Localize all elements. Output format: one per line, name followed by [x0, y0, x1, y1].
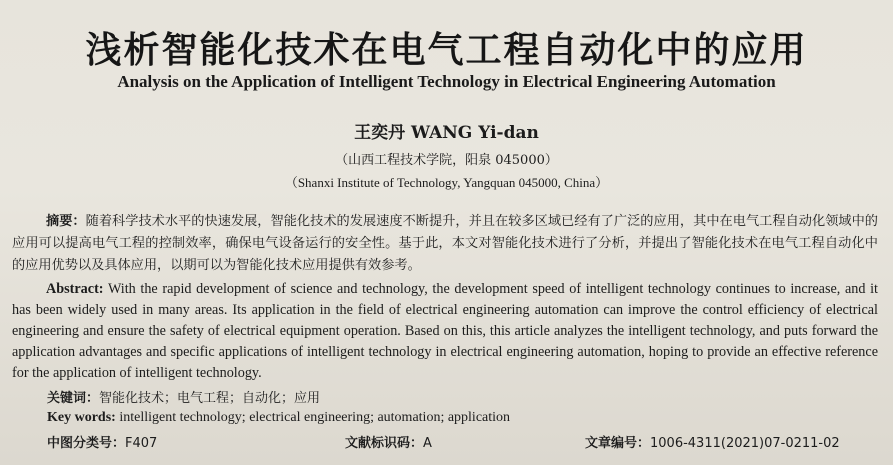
author-name: 王奕丹 WANG Yi-dan	[354, 123, 539, 143]
keywords-chinese-label: 关键词：	[47, 391, 100, 406]
classification-label: 中图分类号：	[47, 436, 126, 451]
abstract-chinese-label: 摘要：	[46, 214, 86, 229]
keywords-english-label: Key words:	[47, 410, 116, 425]
title-chinese: 浅析智能化技术在电气工程自动化中的应用	[85, 30, 808, 71]
keywords-english-text: intelligent technology; electrical engineering; automation; application	[119, 410, 511, 425]
document-code-label: 文献标识码：	[345, 436, 424, 451]
article-number	[585, 432, 840, 451]
keywords-chinese	[47, 387, 320, 406]
keywords-english	[47, 410, 510, 426]
abstract-english-label: Abstract:	[46, 281, 104, 297]
affiliation-english: （Shanxi Institute of Technology, Yangquan 045000, China）	[284, 175, 609, 190]
document-code-value: A	[423, 436, 432, 451]
classification-value: F407	[125, 436, 158, 451]
document-code	[345, 432, 432, 451]
article-number-label: 文章编号：	[585, 436, 651, 451]
title-english: Analysis on the Application of Intelligent Technology in Electrical Engineering Automation	[117, 72, 776, 91]
abstract-chinese-text: 随着科学技术水平的快速发展，智能化技术的发展速度不断提升，并且在较多区域已经有了广泛的应用，其中在电气工程自动化领域中的应用可以提高电气工程的控制效率，确保电气设备运行的安全性。基于此，本文对智能化技术进行了分析，并提出了智能化技术在电气工程自动化中的应用优势以及具体应用，以期可以为智能化技术应用提供有效参考。	[12, 214, 878, 273]
article-number-value: 1006-4311(2021)07-0211-02	[650, 436, 840, 451]
abstract-chinese	[12, 211, 878, 277]
abstract-english	[12, 279, 878, 384]
classification-number	[47, 432, 157, 451]
affiliation-chinese: （山西工程技术学院，阳泉 045000）	[335, 153, 558, 168]
abstract-english-text: With the rapid development of science and technology, the development speed of intelligent technology continues to increase, and it has been widely used in many areas. Its application in the field of electrical engineering automation can improve the control efficiency of electrical engineering and ensure the safety of electrical equipment operation. Based on this, this article analyzes the intelligent technology, and puts forward the application advantages and specific applications of intelligent technology in electrical engineering automation, hoping to provide an effective reference for the application of intelligent technology.	[12, 281, 878, 381]
keywords-chinese-text: 智能化技术；电气工程；自动化；应用	[99, 391, 321, 406]
